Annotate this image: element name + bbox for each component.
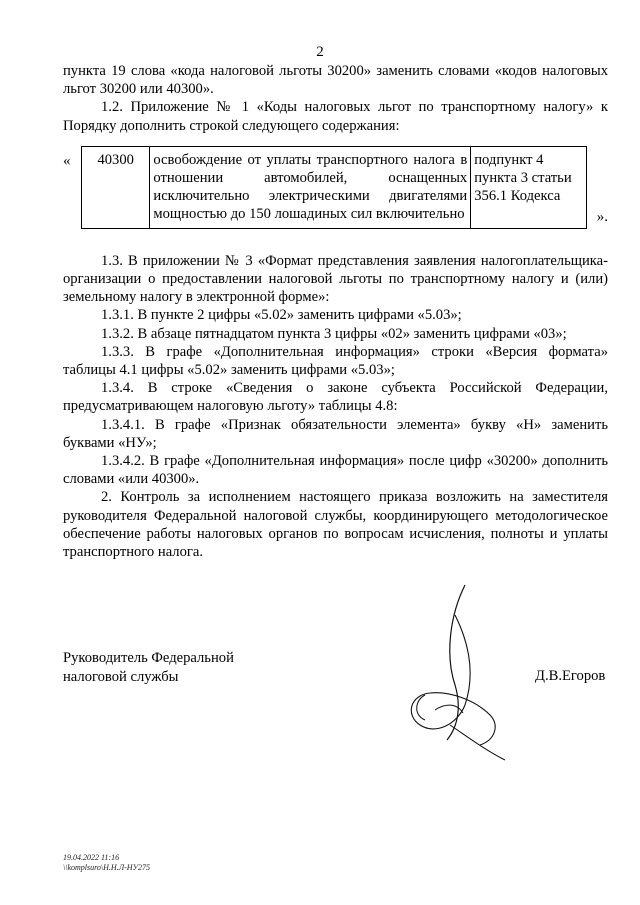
signatory-name: Д.В.Егоров [535,668,606,684]
table-close-quote: ». [596,208,608,225]
benefit-reference-cell: подпункт 4 пункта 3 статьи 356.1 Кодекса [471,146,587,228]
paragraph-1-3: 1.3. В приложении № 3 «Формат представления заявления налогоплательщика-организации о предоставлении налоговой льготы по транспортному налогу и (или) земельному налогу в электронной форме»: [63,252,608,306]
paragraph-1-3-4: 1.3.4. В строке «Сведения о законе субъекта Российской Федерации, предусматривающем налоговую льготу» таблицы 4.8: [63,380,608,415]
footer-date: 19.04.2022 11:16 [63,853,120,862]
paragraph-1-3-4-2: 1.3.4.2. В графе «Дополнительная информация» после цифр «30200» дополнить словами «или 40300». [63,453,608,488]
inserted-row-table [63,146,608,246]
document-footer [63,853,150,873]
signatory-position-line2: налоговой службы [63,669,179,685]
page-number: 2 [316,44,324,60]
tax-benefit-table [81,146,587,229]
table-row [82,146,587,228]
paragraph-1-3-2: 1.3.2. В абзаце пятнадцатом пункта 3 цифры «02» заменить цифрами «03»; [101,325,567,342]
signatory-position [63,649,234,687]
signatory-position-line1: Руководитель Федеральной [63,650,234,666]
paragraph-1-2: 1.2. Приложение № 1 «Коды налоговых льгот по транспортному налогу» к Порядку дополнить строкой следующего содержания: [63,99,608,134]
paragraph-1-3-1: 1.3.1. В пункте 2 цифры «5.02» заменить цифрами «5.03»; [101,307,462,324]
benefit-code-cell: 40300 [82,146,150,228]
benefit-description-cell: освобождение от уплаты транспортного налога в отношении автомобилей, оснащенных исключительно электрическими двигателями мощностью до 150 лошадиных сил включительно [150,146,471,228]
handwritten-signature [395,575,515,765]
paragraph-2: 2. Контроль за исполнением настоящего приказа возложить на заместителя руководителя Федеральной налоговой службы, координирующего методологическое обеспечение работы налоговых органов по вопросам исчисления, полноты и уплаты транспортного налога. [63,489,608,561]
paragraph-continuation: пункта 19 слова «кода налоговой льготы 30200» заменить словами «кодов налоговых льгот 30200 или 40300». [63,63,608,98]
footer-path: \\komplsuro\Н.Н.Л-НУ275 [63,863,150,872]
paragraph-1-3-3: 1.3.3. В графе «Дополнительная информация» строки «Версия формата» таблицы 4.1 цифры «5.02» заменить цифрами «5.03»; [63,343,608,379]
table-open-quote: « [63,152,71,169]
paragraph-1-3-4-1: 1.3.4.1. В графе «Признак обязательности элемента» букву «Н» заменить буквами «НУ»; [63,416,608,451]
document-body [63,62,608,561]
